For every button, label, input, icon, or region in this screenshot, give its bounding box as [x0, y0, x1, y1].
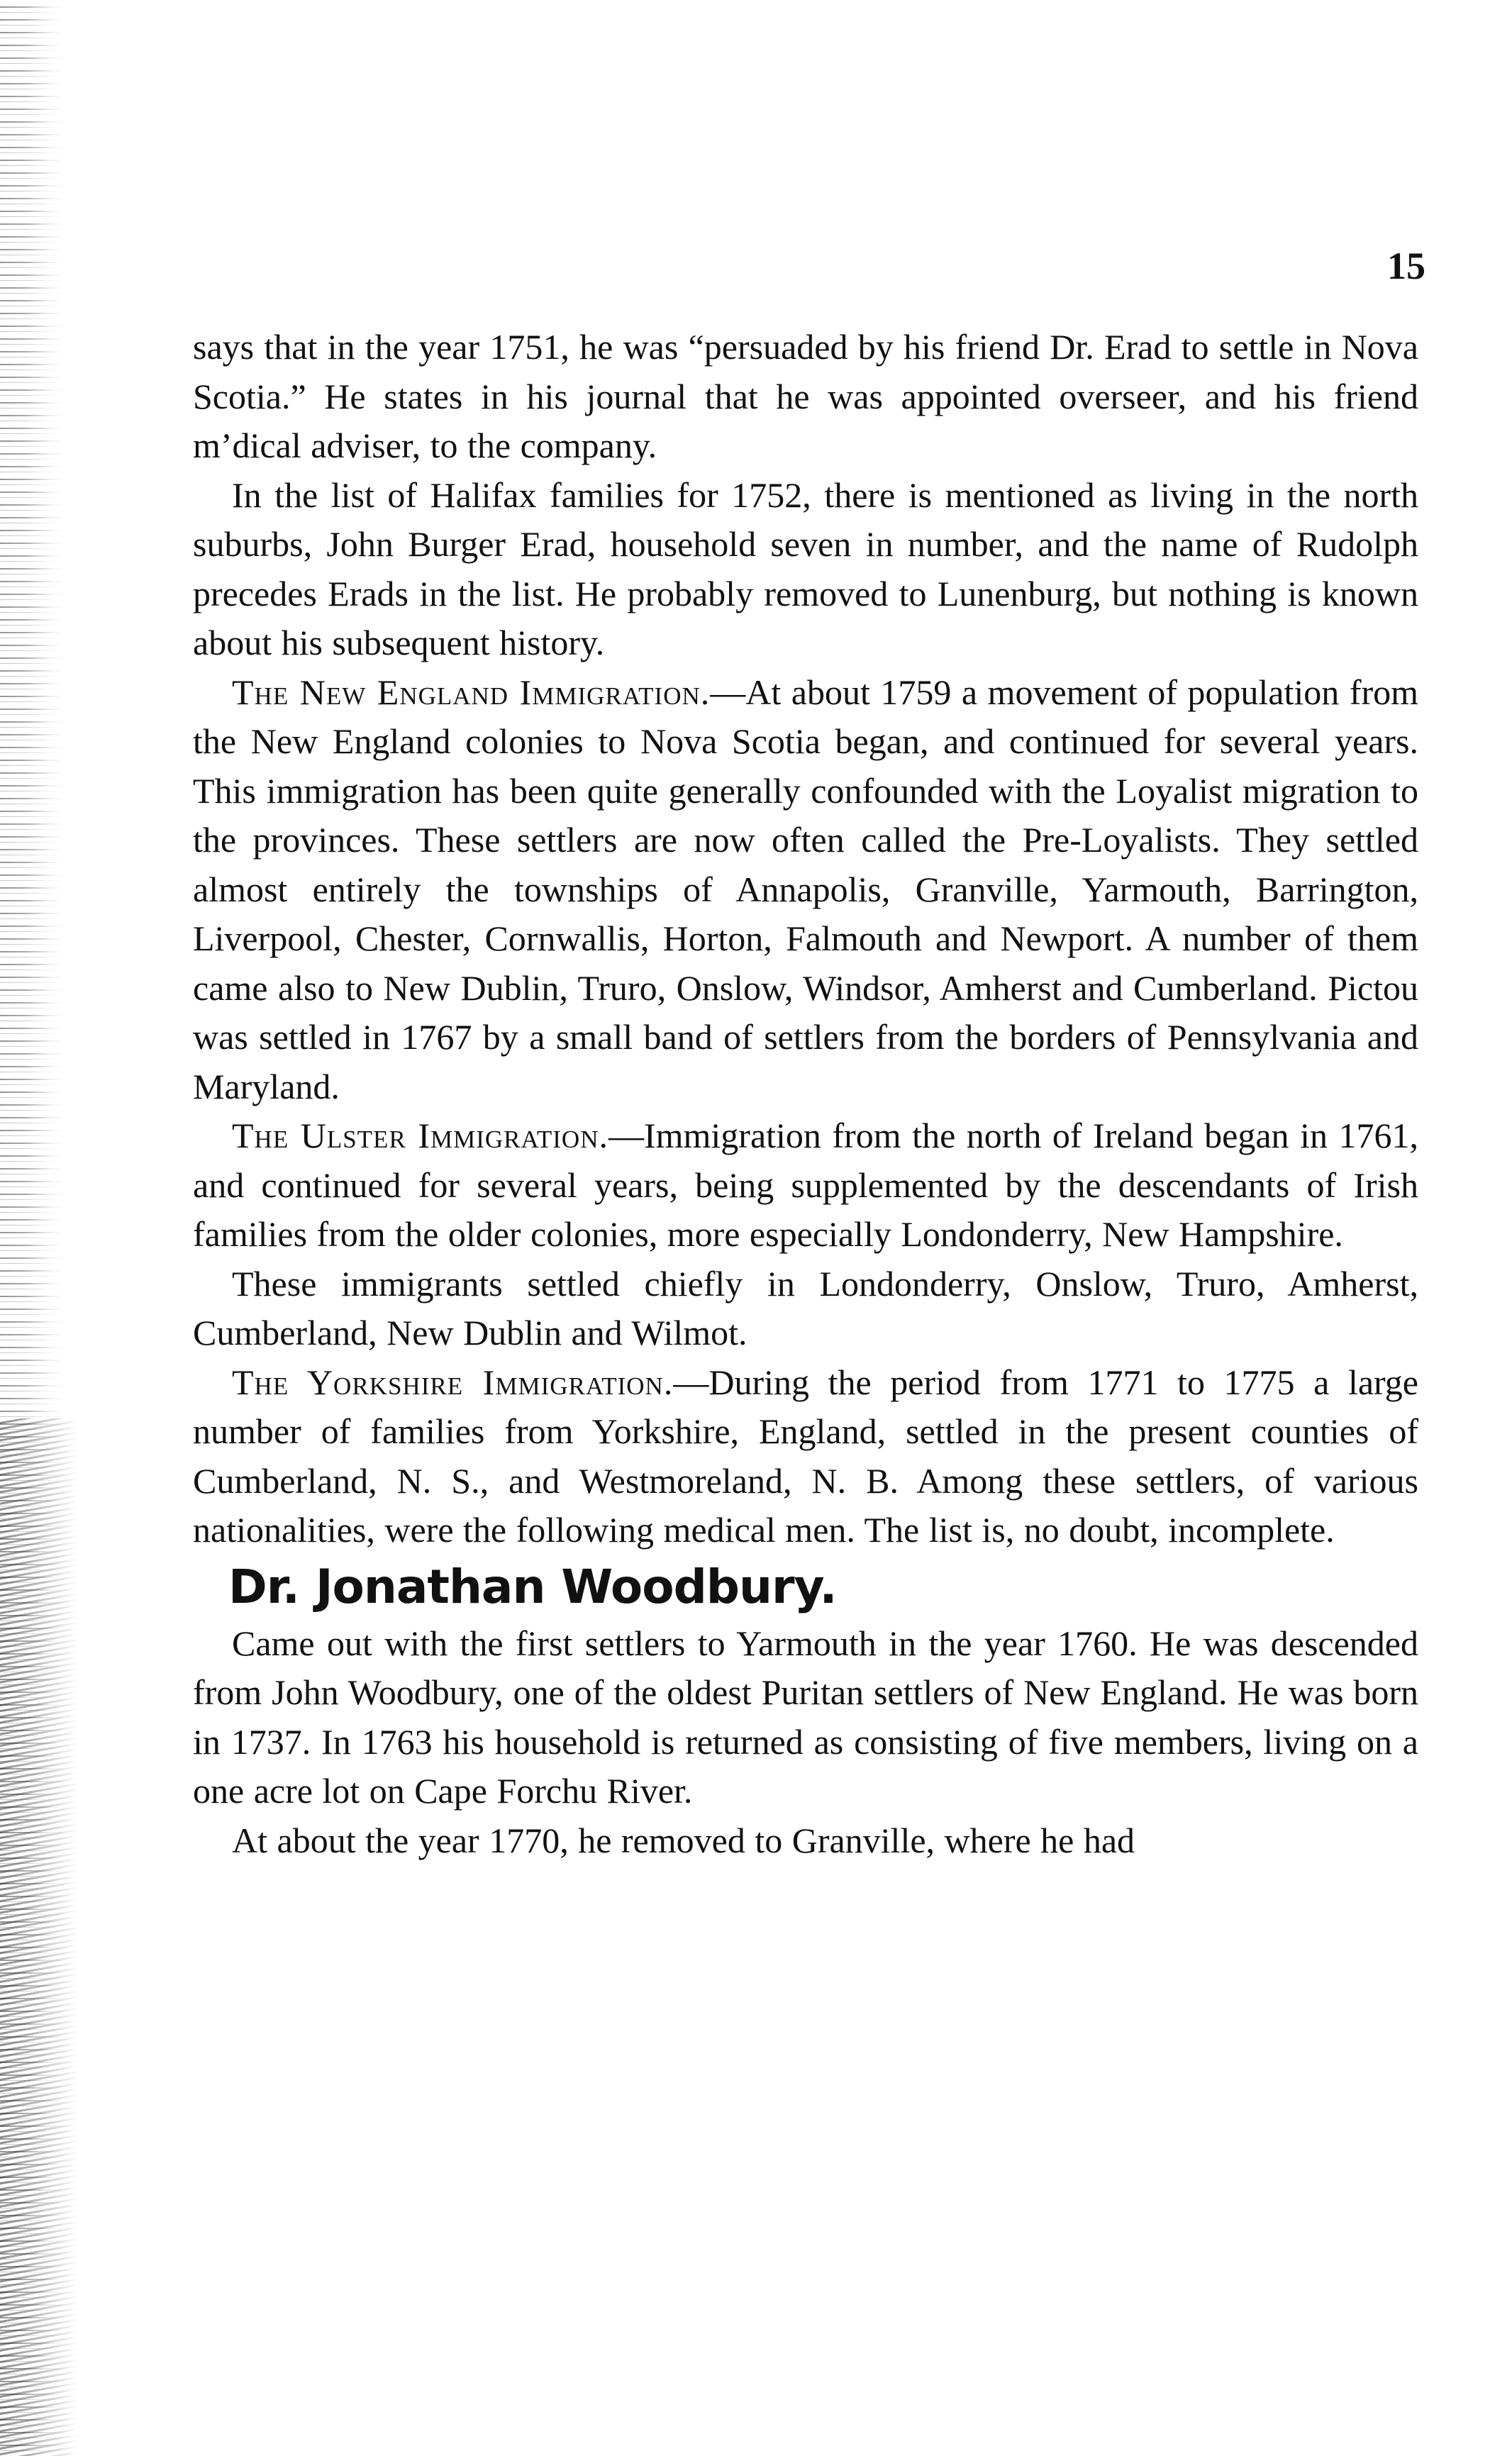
- paragraph-4-body: —Immigration from the north of Ireland began in 1761, and continued for several years, being supplemented by the descendants of Irish families from the older colonies, more especially Londonderry, New Hampshire.: [193, 1116, 1418, 1254]
- paragraph-6: [193, 1358, 1418, 1555]
- run-in-heading-new-england: The New England Immigration.: [232, 672, 711, 712]
- paragraph-4: [193, 1111, 1418, 1260]
- paragraph-8: At about the year 1770, he removed to Granville, where he had: [232, 1820, 1135, 1860]
- paragraph-3: [193, 668, 1418, 1112]
- run-in-heading-ulster: The Ulster Immigration.: [232, 1116, 608, 1155]
- page-body: [193, 323, 1418, 1865]
- page-number: 15: [1387, 245, 1425, 287]
- paragraph-6-body: —During the period from 1771 to 1775 a large number of families from Yorkshire, England, settled in the present counties of Cumberland, N. S., and Westmoreland, N. B. Among these settlers, of various nationalities, were the following medical men. The list is, no doubt, incomplete.: [193, 1362, 1418, 1550]
- paragraph-1: says that in the year 1751, he was “persuaded by his friend Dr. Erad to settle in Nova Scotia.” He states in his journal that he was appointed overseer, and his friend m’dical adviser, to the company.: [193, 327, 1418, 465]
- paragraph-3-body: —At about 1759 a movement of population from the New England colonies to Nova Scotia began, and continued for several years. This immigration has been quite generally confounded with the Loyalist migration to the provinces. These settlers are now often called the Pre-Loyalists. They settled almost entirely the townships of Annapolis, Granville, Yarmouth, Barrington, Liverpool, Chester, Cornwallis, Horton, Falmouth and Newport. A number of them came also to New Dublin, Truro, Onslow, Windsor, Amherst and Cumberland. Pictou was settled in 1767 by a small band of settlers from the borders of Pennsylvania and Maryland.: [193, 672, 1419, 1106]
- run-in-heading-yorkshire: The Yorkshire Immigration.: [232, 1362, 674, 1402]
- paragraph-2: In the list of Halifax families for 1752, there is mentioned as living in the north suburbs, John Burger Erad, household seven in number, and the name of Rudolph precedes Erads in the list. He probably removed to Lunenburg, but nothing is known about his subsequent history.: [193, 474, 1418, 662]
- page-binding-shadow: [0, 1418, 78, 2456]
- paragraph-5: These immigrants settled chiefly in Londonderry, Onslow, Truro, Amherst, Cumberland, New Dublin and Wilmot.: [193, 1263, 1418, 1352]
- section-heading: Dr. Jonathan Woodbury.: [228, 1559, 837, 1614]
- paragraph-7: Came out with the first settlers to Yarmouth in the year 1760. He was descended from John Woodbury, one of the oldest Puritan settlers of New England. He was born in 1737. In 1763 his household is returned as consisting of five members, living on a one acre lot on Cape Forchu River.: [193, 1623, 1418, 1811]
